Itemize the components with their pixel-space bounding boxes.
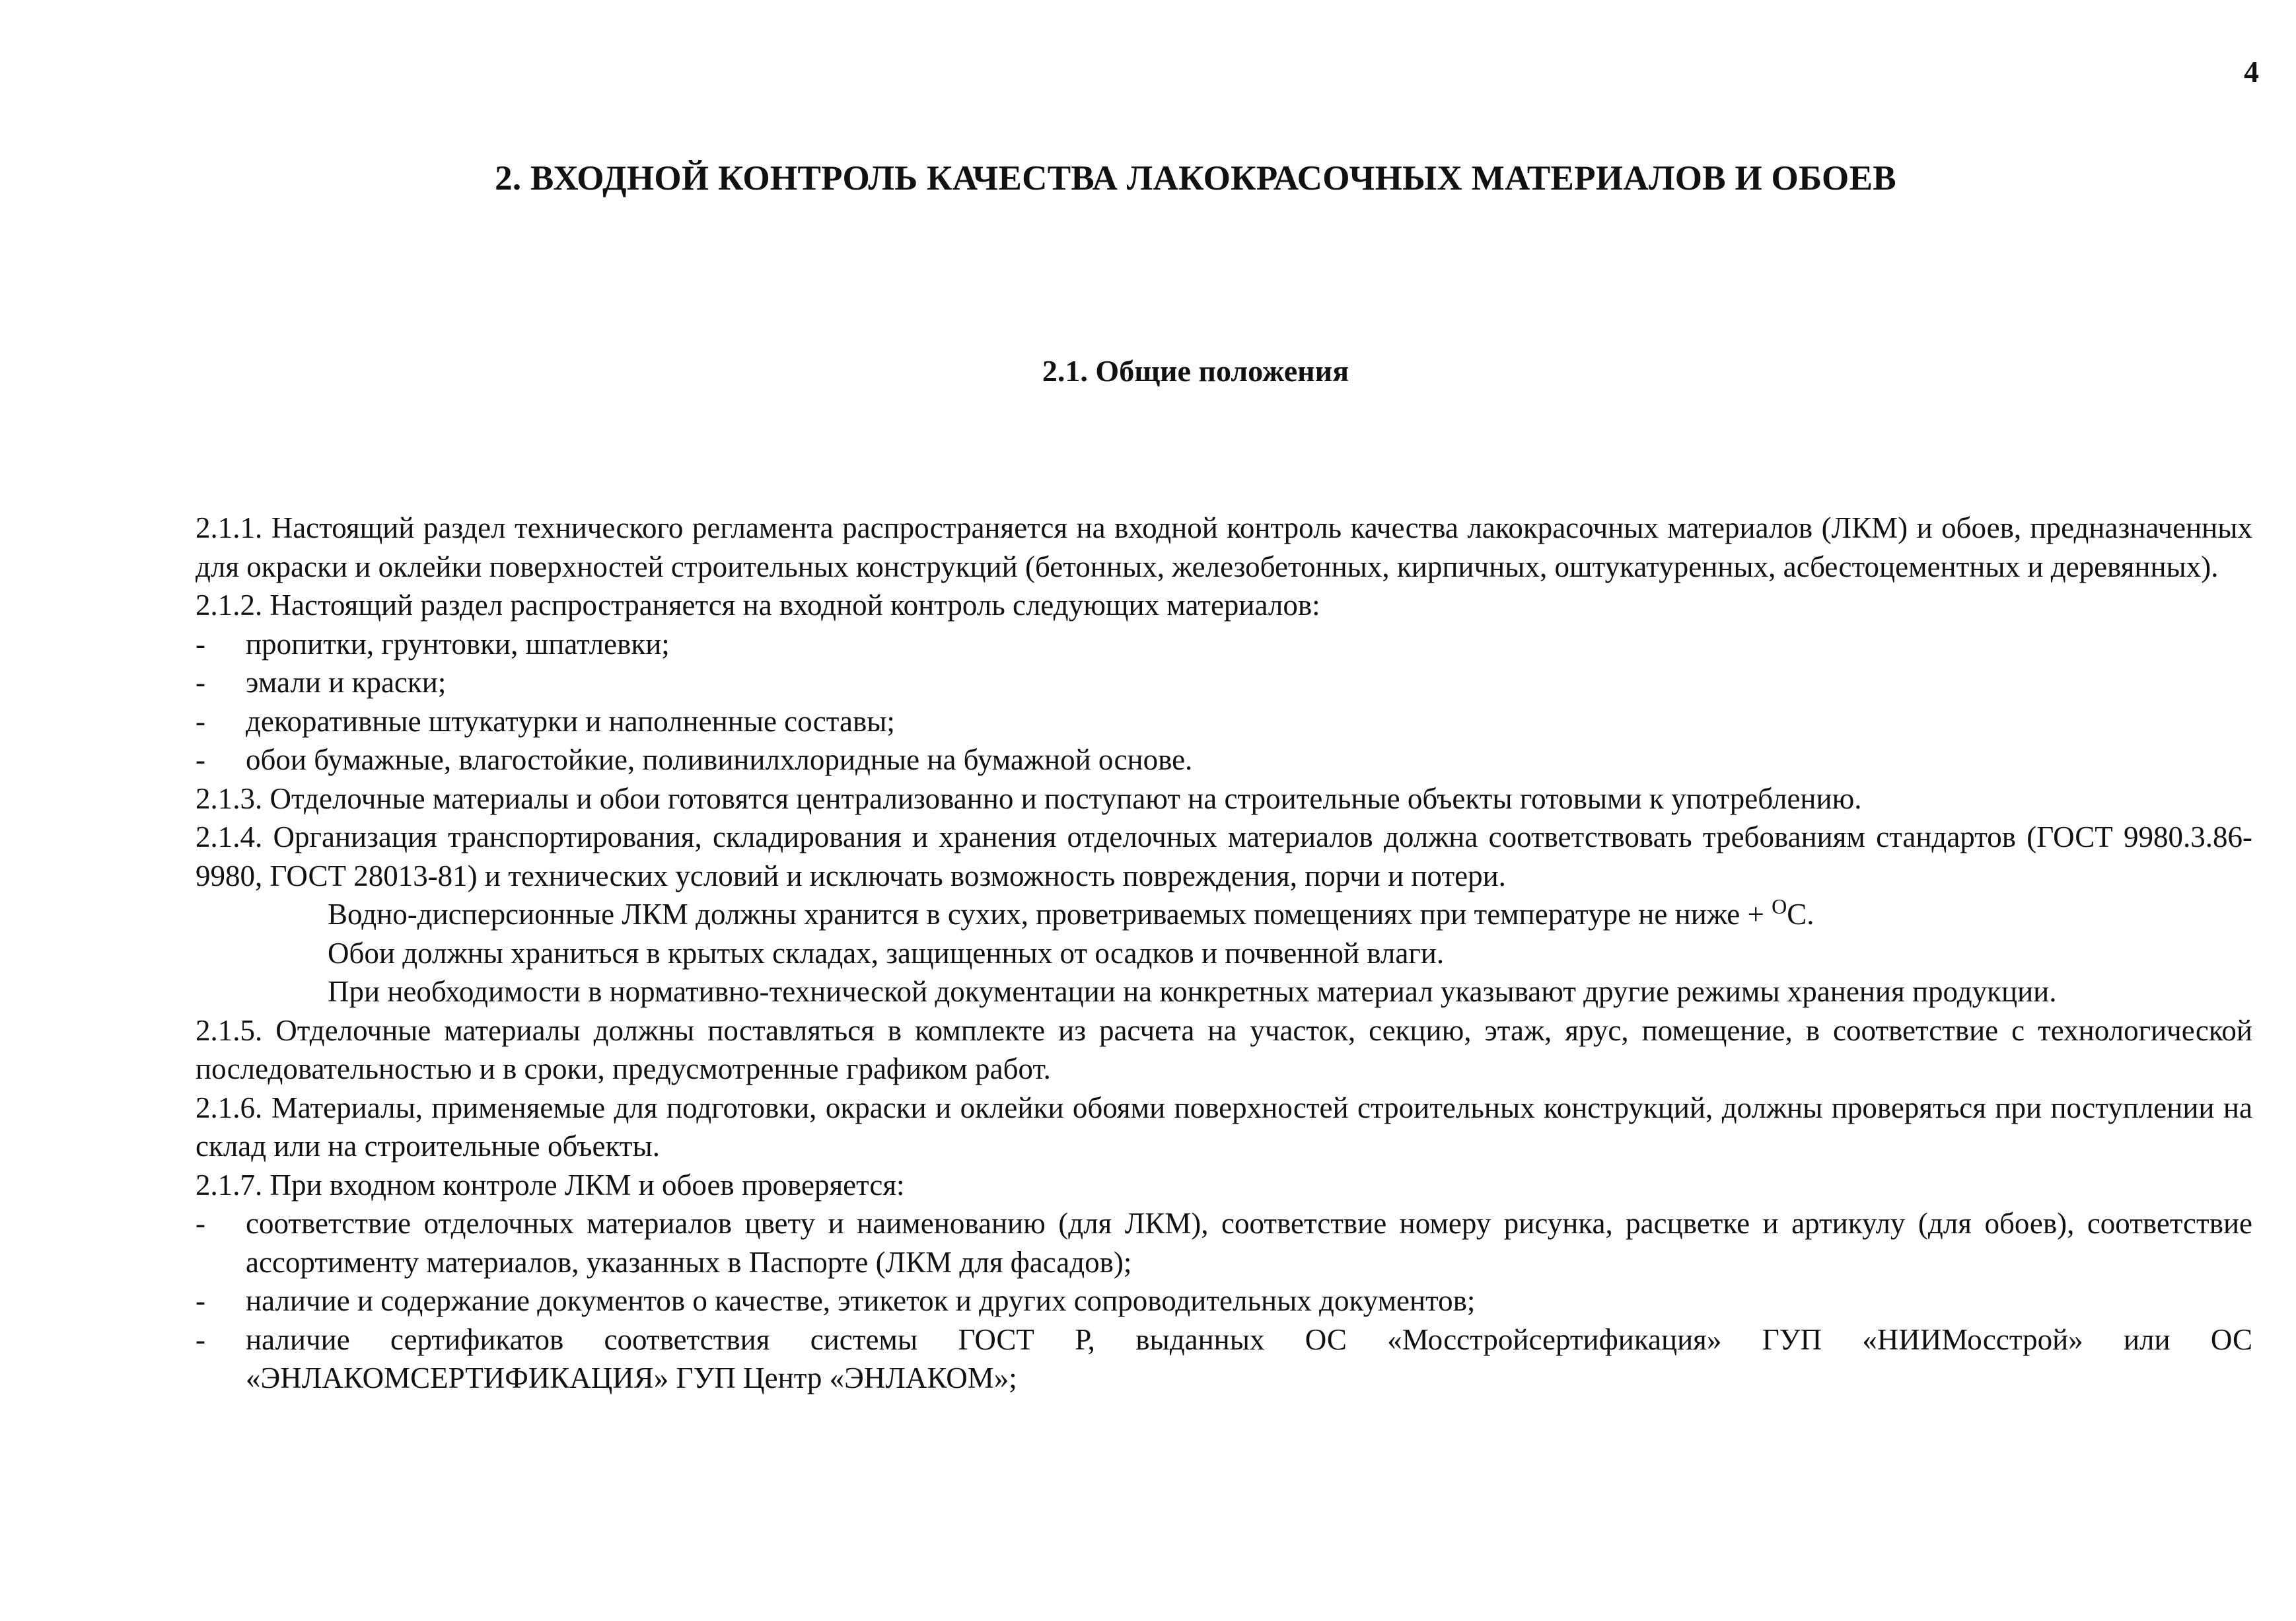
list-item bbox=[196, 1204, 2252, 1281]
list-item bbox=[196, 625, 2252, 664]
degree-superscript: O bbox=[1772, 894, 1787, 918]
list-bullet: - bbox=[196, 1322, 205, 1356]
list-bullet: - bbox=[196, 1284, 205, 1317]
storage-paints-text: Водно-дисперсионные ЛКМ должны хранится в сухих, проветриваемых помещениях при температуре не ниже + bbox=[328, 898, 1764, 931]
paragraph-2-1-1: 2.1.1. Настоящий раздел технического регламента распространяется на входной контроль качества лакокрасочных материалов (ЛКМ) и обоев, предназначенных для окраски и оклейки поверхностей строительных конструкций (бетонных, железобетонных, кирпичных, оштукатуренных, асбестоцементных и деревянных). bbox=[196, 511, 2252, 583]
list-item-text: обои бумажные, влагостойкие, поливинилхлоридные на бумажной основе. bbox=[246, 743, 1193, 776]
list-item bbox=[196, 1281, 2252, 1320]
list-item-text: наличие и содержание документов о качестве, этикеток и других сопроводительных документов; bbox=[246, 1284, 1476, 1317]
paragraph-storage-wallpaper: Обои должны храниться в крытых складах, защищенных от осадков и почвенной влаги. bbox=[328, 936, 1445, 970]
list-item-text: пропитки, грунтовки, шпатлевки; bbox=[246, 627, 670, 661]
paragraph-2-1-6: 2.1.6. Материалы, применяемые для подготовки, окраски и оклейки обоями поверхностей строительных конструкций, должны проверяться при поступлении на склад или на строительные объекты. bbox=[196, 1091, 2252, 1163]
section-title: 2. ВХОДНОЙ КОНТРОЛЬ КАЧЕСТВА ЛАКОКРАСОЧНЫХ МАТЕРИАЛОВ И ОБОЕВ bbox=[495, 159, 1896, 198]
paragraph-storage-paints bbox=[196, 895, 2252, 934]
list-bullet: - bbox=[196, 743, 205, 776]
paragraph-2-1-3: 2.1.3. Отделочные материалы и обои готовятся централизованно и поступают на строительные объекты готовыми к употреблению. bbox=[196, 781, 1862, 815]
list-item bbox=[196, 740, 2252, 779]
subsection-title: 2.1. Общие положения bbox=[1042, 354, 1349, 388]
paragraph-2-1-7: 2.1.7. При входном контроле ЛКМ и обоев проверяется: bbox=[196, 1168, 905, 1202]
page-number: 4 bbox=[2244, 55, 2259, 89]
temperature-unit: С. bbox=[1787, 898, 1814, 931]
list-item-text: наличие сертификатов соответствия системы ГОСТ Р, выданных ОС «Мосстройсертификация» ГУП «НИИМосстрой» или ОС «ЭНЛАКОМСЕРТИФИКАЦИЯ» ГУП Центр «ЭНЛАКОМ»; bbox=[246, 1322, 2252, 1394]
list-item bbox=[196, 663, 2252, 702]
list-item-text: декоративные штукатурки и наполненные составы; bbox=[246, 704, 895, 738]
paragraph-2-1-4: 2.1.4. Организация транспортирования, складирования и хранения отделочных материалов должна соответствовать требованиям стандартов (ГОСТ 9980.3.86-9980, ГОСТ 28013-81) и технических условий и исключать возможность повреждения, порчи и потери. bbox=[196, 820, 2252, 892]
list-bullet: - bbox=[196, 627, 205, 661]
list-bullet: - bbox=[196, 666, 205, 699]
list-item-text: соответствие отделочных материалов цвету и наименованию (для ЛКМ), соответствие номеру рисунка, расцветке и артикулу (для обоев), соответствие ассортименту материалов, указанных в Паспорте (ЛКМ для фасадов); bbox=[246, 1207, 2252, 1279]
list-item bbox=[196, 1320, 2252, 1398]
list-bullet: - bbox=[196, 704, 205, 738]
document-body bbox=[196, 509, 2252, 1398]
list-item bbox=[196, 702, 2252, 741]
paragraph-2-1-5: 2.1.5. Отделочные материалы должны поставляться в комплекте из расчета на участок, секцию, этаж, ярус, помещение, в соответствие с технологической последовательностью и в сроки, предусмотренные графиком работ. bbox=[196, 1013, 2252, 1085]
list-bullet: - bbox=[196, 1207, 205, 1240]
paragraph-2-1-2: 2.1.2. Настоящий раздел распространяется на входной контроль следующих материалов: bbox=[196, 589, 1320, 622]
paragraph-storage-modes: При необходимости в нормативно-технической документации на конкретных материал указывают другие режимы хранения продукции. bbox=[328, 975, 2057, 1008]
list-item-text: эмали и краски; bbox=[246, 666, 447, 699]
